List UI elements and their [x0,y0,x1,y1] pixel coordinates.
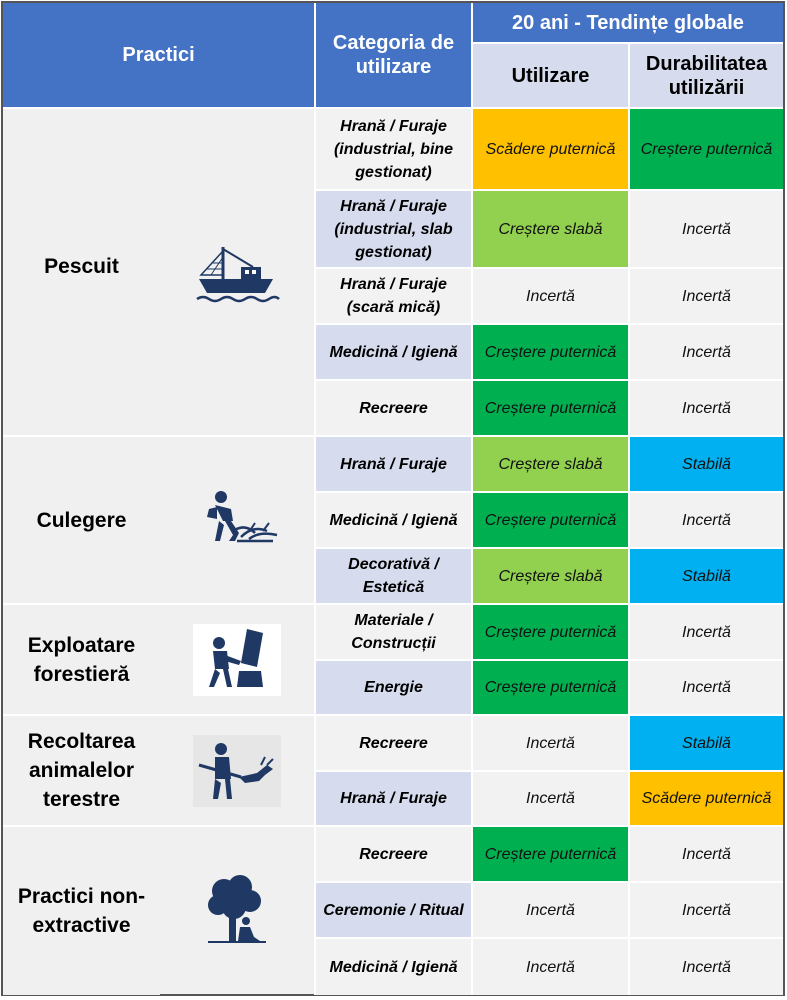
sustainability-trend-cell: Incertă [630,269,783,325]
use-trend-cell: Incertă [473,939,630,995]
use-trend-cell: Creștere puternică [473,493,630,549]
sustainability-trend-cell: Incertă [630,493,783,549]
sustainability-trend-cell: Incertă [630,325,783,381]
header-durabilitate: Durabilitatea utilizării [630,44,783,109]
icon-cell-exploatare [160,605,316,716]
use-trend-cell: Incertă [473,772,630,827]
logging-person-icon [193,624,281,696]
category-cell: Decorativă / Estetică [316,549,473,605]
icon-cell-recoltarea [160,716,316,827]
header-tendinte: 20 ani - Tendințe globale [473,3,783,44]
trends-table [1,1,785,996]
use-trend-cell: Creștere puternică [473,381,630,437]
category-cell: Hrană / Furaje [316,437,473,493]
sustainability-trend-cell: Creștere puternică [630,109,783,191]
practice-label: Practici non-extractive [17,885,146,937]
practice-recoltarea [3,716,160,827]
sustainability-trend-cell: Scădere puternică [630,772,783,827]
sustainability-trend-cell: Incertă [630,381,783,437]
category-cell: Recreere [316,381,473,437]
use-trend-cell: Scădere puternică [473,109,630,191]
category-cell: Energie [316,661,473,716]
category-cell: Medicină / Igienă [316,325,473,381]
icon-cell-culegere [160,437,316,605]
sustainability-trend-cell: Stabilă [630,437,783,493]
practice-label: Exploatare forestieră [27,633,136,686]
fishing-boat-icon [193,236,281,308]
practice-label: Culegere [36,508,127,532]
use-trend-cell: Creștere slabă [473,549,630,605]
sustainability-trend-cell: Incertă [630,939,783,995]
sustainability-trend-cell: Incertă [630,827,783,883]
practice-label: Recoltarea animalelor terestre [27,730,136,811]
category-cell: Recreere [316,716,473,772]
practice-non-extractive [3,827,160,995]
category-cell: Hrană / Furaje [316,772,473,827]
use-trend-cell: Creștere slabă [473,437,630,493]
sustainability-trend-cell: Stabilă [630,716,783,772]
use-trend-cell: Creștere puternică [473,827,630,883]
sustainability-trend-cell: Incertă [630,661,783,716]
use-trend-cell: Incertă [473,716,630,772]
category-cell: Medicină / Igienă [316,493,473,549]
use-trend-cell: Creștere puternică [473,605,630,661]
sustainability-trend-cell: Incertă [630,191,783,269]
category-cell: Hrană / Furaje (industrial, bine gestionat) [316,109,473,191]
practice-culegere [3,437,160,605]
use-trend-cell: Incertă [473,883,630,939]
sustainability-trend-cell: Incertă [630,605,783,661]
practice-pescuit [3,109,160,437]
category-cell: Materiale / Construcții [316,605,473,661]
header-utilizare: Utilizare [473,44,630,109]
person-under-tree-icon [193,875,281,947]
use-trend-cell: Creștere puternică [473,325,630,381]
use-trend-cell: Creștere slabă [473,191,630,269]
hunter-icon [193,735,281,807]
gathering-person-icon [193,484,281,556]
header-practici: Practici [3,3,316,109]
icon-cell-pescuit [160,109,316,437]
icon-cell-non-extractive [160,827,316,995]
sustainability-trend-cell: Stabilă [630,549,783,605]
category-cell: Ceremonie / Ritual [316,883,473,939]
sustainability-trend-cell: Incertă [630,883,783,939]
category-cell: Hrană / Furaje (industrial, slab gestionat) [316,191,473,269]
category-cell: Recreere [316,827,473,883]
category-cell: Hrană / Furaje (scară mică) [316,269,473,325]
category-cell: Medicină / Igienă [316,939,473,995]
header-categoria: Categoria de utilizare [316,3,473,109]
use-trend-cell: Incertă [473,269,630,325]
practice-exploatare [3,605,160,716]
use-trend-cell: Creștere puternică [473,661,630,716]
practice-label: Pescuit [44,254,119,278]
